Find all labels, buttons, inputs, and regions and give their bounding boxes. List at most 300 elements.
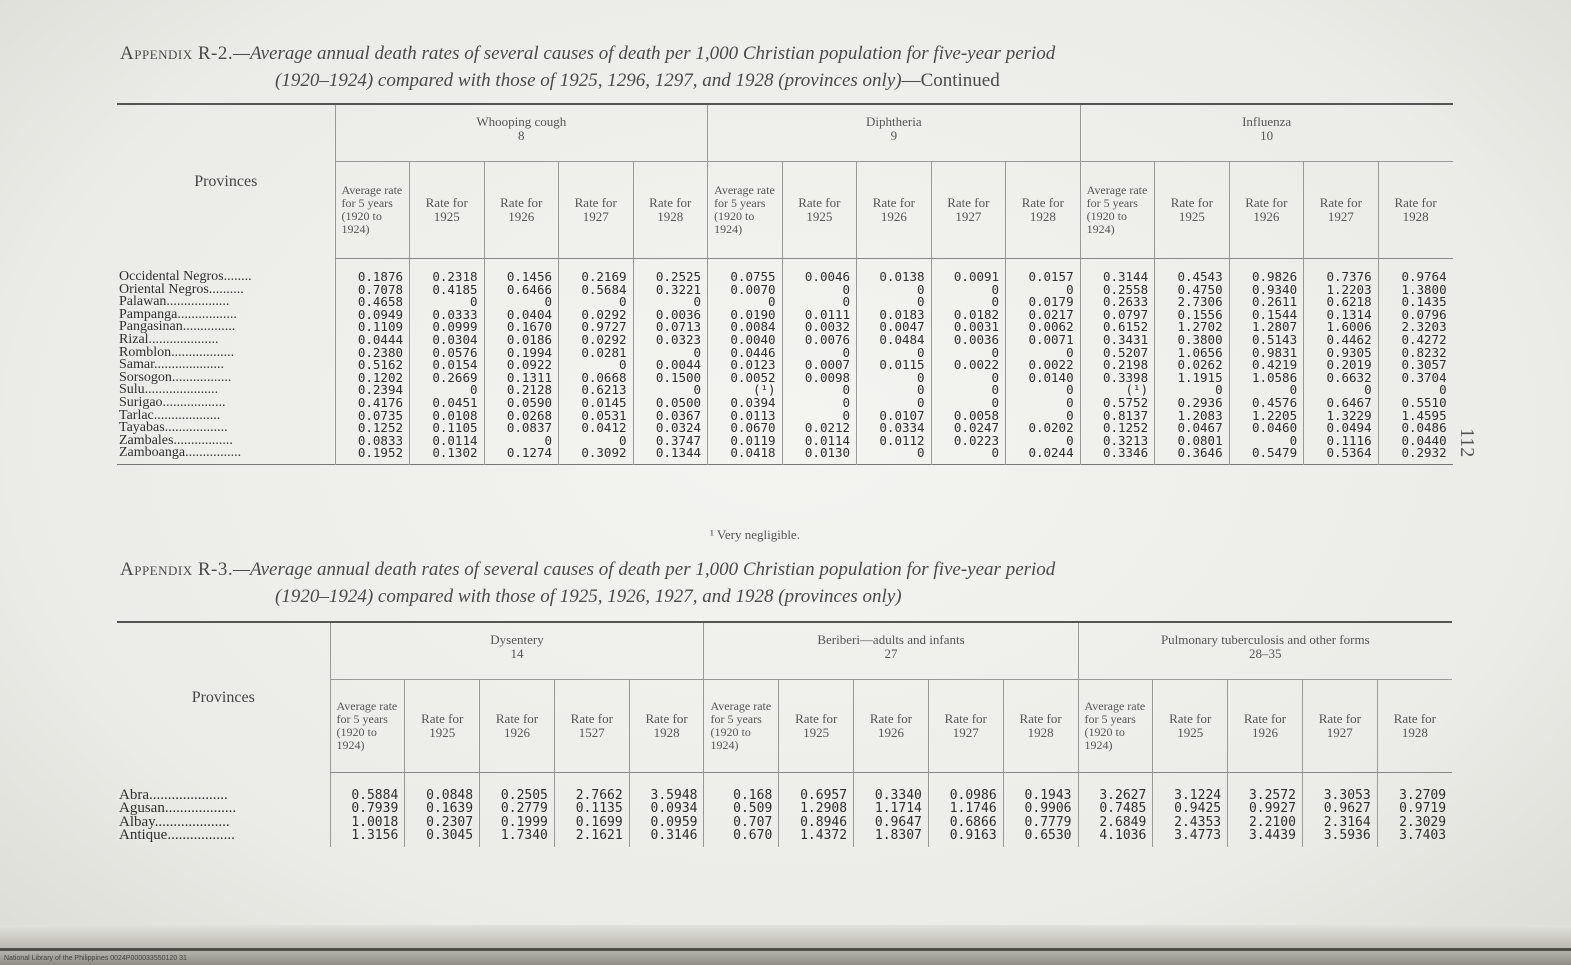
rate-cell: 0.0292: [559, 309, 634, 322]
rate-year-header: Rate for 1928: [629, 680, 704, 773]
rate-cell: 0.2525: [633, 259, 708, 284]
rate-year-header: Rate for 1925: [405, 680, 480, 773]
rate-cell: 0.5207: [1080, 347, 1155, 360]
rate-cell: 0.0182: [931, 309, 1006, 322]
rate-cell: 1.7340: [480, 829, 555, 846]
rate-cell: 0: [1006, 410, 1081, 423]
rate-cell: 3.7403: [1377, 829, 1452, 846]
rate-cell: 0.0145: [559, 397, 634, 410]
group-header-beriberi: Beriberi—adults and infants 27: [704, 622, 1078, 680]
province-name: Albay....................: [119, 813, 230, 830]
rate-cell: 0.2505: [480, 773, 555, 803]
rate-cell: 0.5510: [1378, 397, 1453, 410]
rate-cell: 0.8232: [1378, 347, 1453, 360]
book-spine-edge: [0, 948, 1571, 951]
rate-cell: 0: [410, 384, 485, 397]
rate-cell: 0.0418: [708, 447, 783, 464]
province-name: Tayabas..................: [119, 420, 228, 436]
rate-cell: 0.0112: [857, 435, 932, 448]
rate-year-header: Rate for 1925: [410, 162, 485, 259]
page-number: 112: [1456, 428, 1478, 458]
table-row: [117, 259, 1453, 284]
rate-cell: 0.0949: [335, 309, 410, 322]
rate-cell: 0.6632: [1304, 372, 1379, 385]
rate-cell: 0.5479: [1229, 447, 1304, 464]
rate-cell: 0.1311: [484, 372, 559, 385]
rate-cell: 0.4176: [335, 397, 410, 410]
rate-cell: 3.2627: [1078, 773, 1153, 803]
rate-cell: 0.7779: [1003, 816, 1078, 829]
rate-cell: 0.0833: [335, 435, 410, 448]
rate-cell: 0.1435: [1378, 296, 1453, 309]
province-name: Sulu.....................: [119, 382, 219, 398]
avg-rate-header: Average rate for 5 years (1920 to 1924): [1078, 680, 1153, 773]
rate-cell: 1.3229: [1304, 410, 1379, 423]
rate-cell: 2.3164: [1302, 816, 1377, 829]
rate-cell: 0.8137: [1080, 410, 1155, 423]
rate-cell: 3.1224: [1153, 773, 1228, 803]
rate-cell: 0.1116: [1304, 435, 1379, 448]
rate-cell: 0.0486: [1378, 422, 1453, 435]
table-row: [117, 802, 1452, 815]
rate-cell: 0: [708, 296, 783, 309]
avg-rate-header: Average rate for 5 years (1920 to 1924): [708, 162, 783, 259]
book-binding-shadow: [0, 925, 1571, 965]
rate-cell: 0.0460: [1229, 422, 1304, 435]
rate-cell: 0.0071: [1006, 334, 1081, 347]
rate-cell: 0: [1229, 384, 1304, 397]
rate-cell: 0.0576: [410, 347, 485, 360]
rate-cell: 0.1639: [405, 802, 480, 815]
rate-cell: 0.0217: [1006, 309, 1081, 322]
rate-cell: 0.1556: [1155, 309, 1230, 322]
rate-year-header: Rate for 1927: [928, 680, 1003, 773]
rate-cell: 0.0986: [928, 773, 1003, 803]
rate-cell: 0.6213: [559, 384, 634, 397]
rate-cell: 0.7485: [1078, 802, 1153, 815]
rate-cell: 0.1344: [633, 447, 708, 464]
group-header-diphtheria: Diphtheria 9: [708, 104, 1081, 162]
rate-cell: 0.1252: [1080, 422, 1155, 435]
rate-year-header: Rate for 1925: [779, 680, 854, 773]
rate-cell: 0.0032: [782, 321, 857, 334]
rate-cell: 0: [782, 397, 857, 410]
rate-cell: 1.8307: [854, 829, 929, 846]
rate-cell: 0.1109: [335, 321, 410, 334]
rate-cell: 0.2936: [1155, 397, 1230, 410]
rate-cell: 0: [1155, 384, 1230, 397]
rate-cell: 0.0183: [857, 309, 932, 322]
province-name: Occidental Negros........: [119, 268, 252, 284]
rate-cell: 0.9647: [854, 816, 929, 829]
rate-cell: 0.1202: [335, 372, 410, 385]
rate-cell: 0.9727: [559, 321, 634, 334]
rate-cell: 0.1274: [484, 447, 559, 464]
rate-cell: 0.3144: [1080, 259, 1155, 284]
rate-cell: 0: [857, 397, 932, 410]
rate-cell: 0.1500: [633, 372, 708, 385]
rate-cell: 0.3045: [405, 829, 480, 846]
rate-cell: 0.0091: [931, 259, 1006, 284]
rate-year-header: Rate for 1926: [857, 162, 932, 259]
rate-cell: 0.0324: [633, 422, 708, 435]
rate-cell: 0.2318: [410, 259, 485, 284]
rate-cell: 0: [931, 384, 1006, 397]
rate-cell: 1.3156: [330, 829, 405, 846]
rate-cell: 0: [1006, 284, 1081, 297]
rate-cell: 0.0138: [857, 259, 932, 284]
rate-cell: 0.4543: [1155, 259, 1230, 284]
rate-cell: 0.0157: [1006, 259, 1081, 284]
rate-cell: 0.4272: [1378, 334, 1453, 347]
rate-cell: 0.0047: [857, 321, 932, 334]
rate-year-header: Rate for 1927: [559, 162, 634, 259]
rate-cell: 0.0036: [931, 334, 1006, 347]
province-name: Antique..................: [119, 827, 235, 844]
scan-credit: National Library of the Philippines 0024P000033550120 31: [4, 955, 187, 962]
rate-cell: 0.0268: [484, 410, 559, 423]
rate-year-header: Rate for 1925: [782, 162, 857, 259]
rate-cell: 0.1302: [410, 447, 485, 464]
rate-year-header: Rate for 1927: [1302, 680, 1377, 773]
rate-cell: 0.0467: [1155, 422, 1230, 435]
rate-cell: 0.1135: [554, 802, 629, 815]
rate-year-header: Rate for 1925: [1155, 162, 1230, 259]
rate-cell: 3.4773: [1153, 829, 1228, 846]
rate-cell: 2.7306: [1155, 296, 1230, 309]
rate-cell: 0.4658: [335, 296, 410, 309]
rate-cell: 0.9305: [1304, 347, 1379, 360]
rate-cell: 0.4462: [1304, 334, 1379, 347]
rate-cell: 0.0062: [1006, 321, 1081, 334]
rate-cell: 0: [1006, 384, 1081, 397]
rate-cell: 0.2019: [1304, 359, 1379, 372]
rate-cell: 0.0848: [405, 773, 480, 803]
rate-cell: 0: [559, 435, 634, 448]
rate-cell: 0.0098: [782, 372, 857, 385]
rate-cell: 0.9163: [928, 829, 1003, 846]
rate-cell: 0.0223: [931, 435, 1006, 448]
rate-cell: 0.2611: [1229, 296, 1304, 309]
rate-cell: 0.3340: [854, 773, 929, 803]
rate-cell: 0.1876: [335, 259, 410, 284]
rate-cell: 0.0076: [782, 334, 857, 347]
rate-cell: 0.1994: [484, 347, 559, 360]
rate-cell: 3.2572: [1228, 773, 1303, 803]
province-name: Agusan...................: [119, 800, 237, 817]
rate-cell: 1.1915: [1155, 372, 1230, 385]
rate-cell: 0.0262: [1155, 359, 1230, 372]
avg-rate-header: Average rate for 5 years (1920 to 1924): [335, 162, 410, 259]
rate-cell: 1.4372: [779, 829, 854, 846]
rate-cell: 0.0186: [484, 334, 559, 347]
province-name: Surigao..................: [119, 394, 226, 410]
table-row: [117, 372, 1453, 385]
rate-cell: 1.0586: [1229, 372, 1304, 385]
rate-cell: 0.6957: [779, 773, 854, 803]
rate-cell: 0.1999: [480, 816, 555, 829]
rate-cell: 2.7662: [554, 773, 629, 803]
rate-cell: 0.0500: [633, 397, 708, 410]
province-name: Romblon..................: [119, 344, 235, 360]
rate-cell: 0.0484: [857, 334, 932, 347]
rate-cell: 0.3704: [1378, 372, 1453, 385]
rate-cell: 0.9627: [1302, 802, 1377, 815]
rate-cell: 0: [782, 296, 857, 309]
rate-cell: 0.0801: [1155, 435, 1230, 448]
rate-cell: 4.1036: [1078, 829, 1153, 846]
rate-cell: 0.3146: [629, 829, 704, 846]
rate-cell: 0.0281: [559, 347, 634, 360]
rate-cell: (¹): [708, 384, 783, 397]
group-header-tuberculosis: Pulmonary tuberculosis and other forms 28–35: [1078, 622, 1452, 680]
rate-year-header: Rate for 1928: [633, 162, 708, 259]
province-name: Pangasinan...............: [119, 319, 236, 335]
appendix-r2-lead: Appendix R-2.: [120, 43, 234, 64]
rate-cell: 0.0735: [335, 410, 410, 423]
rate-cell: 2.2100: [1228, 816, 1303, 829]
rate-cell: 0.1670: [484, 321, 559, 334]
rate-cell: 0.0022: [931, 359, 1006, 372]
rate-cell: 0.9764: [1378, 259, 1453, 284]
rate-cell: 0: [931, 372, 1006, 385]
rate-cell: 0.2932: [1378, 447, 1453, 464]
rate-cell: 0.4750: [1155, 284, 1230, 297]
rate-cell: 0.5752: [1080, 397, 1155, 410]
avg-rate-header: Average rate for 5 years (1920 to 1924): [330, 680, 405, 773]
rate-year-header: Rate for 1926: [854, 680, 929, 773]
rate-cell: 0.670: [704, 829, 779, 846]
rate-cell: 0.0154: [410, 359, 485, 372]
rate-cell: 0.0115: [857, 359, 932, 372]
rate-cell: 0.0323: [633, 334, 708, 347]
rate-cell: 0.0797: [1080, 309, 1155, 322]
rate-cell: 0: [484, 435, 559, 448]
rate-cell: 0.0022: [1006, 359, 1081, 372]
table-row: [117, 816, 1452, 829]
rate-cell: 0.0959: [629, 816, 704, 829]
rate-cell: 0.0130: [782, 447, 857, 464]
rate-cell: 0: [857, 447, 932, 464]
rate-cell: 0: [857, 384, 932, 397]
province-name: Oriental Negros..........: [119, 281, 244, 297]
rate-cell: 0.5684: [559, 284, 634, 297]
rate-cell: 1.0018: [330, 816, 405, 829]
rate-cell: 0.3221: [633, 284, 708, 297]
table-row: [117, 447, 1453, 464]
rate-cell: 0.0244: [1006, 447, 1081, 464]
table-row: [117, 422, 1453, 435]
rate-cell: 0.0114: [782, 435, 857, 448]
rate-cell: 0: [857, 347, 932, 360]
rate-cell: 0.7376: [1304, 259, 1379, 284]
rate-cell: 0.0934: [629, 802, 704, 815]
appendix-r2-continued: —Continued: [901, 70, 1000, 91]
rate-cell: 1.1714: [854, 802, 929, 815]
rate-cell: 0.1952: [335, 447, 410, 464]
rate-cell: 0.1943: [1003, 773, 1078, 803]
rate-cell: 0.0140: [1006, 372, 1081, 385]
table-row: [117, 773, 1452, 803]
rate-year-header: Rate for 1926: [484, 162, 559, 259]
rate-cell: 0.3398: [1080, 372, 1155, 385]
rate-cell: 0.9826: [1229, 259, 1304, 284]
rate-cell: 0.0922: [484, 359, 559, 372]
rate-year-header: Rate for 1926: [1229, 162, 1304, 259]
rate-cell: 0.1314: [1304, 309, 1379, 322]
rate-cell: 0: [559, 296, 634, 309]
rate-cell: 0.2198: [1080, 359, 1155, 372]
rate-cell: 0: [1378, 384, 1453, 397]
rate-cell: 0.0114: [410, 435, 485, 448]
rate-cell: 0.3213: [1080, 435, 1155, 448]
rate-cell: 0: [857, 296, 932, 309]
rate-cell: 0.0031: [931, 321, 1006, 334]
rate-cell: 0.5143: [1229, 334, 1304, 347]
rate-cell: 0.0713: [633, 321, 708, 334]
rate-cell: 0.0040: [708, 334, 783, 347]
rate-cell: 2.6849: [1078, 816, 1153, 829]
avg-rate-header: Average rate for 5 years (1920 to 1924): [704, 680, 779, 773]
rate-cell: 0.4219: [1229, 359, 1304, 372]
appendix-r2-caption: [120, 40, 1450, 94]
rate-cell: 1.2908: [779, 802, 854, 815]
rate-cell: 0.2779: [480, 802, 555, 815]
rate-cell: 0: [857, 284, 932, 297]
rate-cell: 0: [931, 296, 1006, 309]
rate-cell: 0.7939: [330, 802, 405, 815]
rate-cell: 2.3203: [1378, 321, 1453, 334]
rate-cell: 0.0046: [782, 259, 857, 284]
rate-cell: 0.0036: [633, 309, 708, 322]
appendix-r2-title-line1: —Average annual death rates of several causes of death per 1,000 Christian population for five-year period: [233, 43, 1056, 64]
rate-cell: 0.1699: [554, 816, 629, 829]
rate-cell: 0.509: [704, 802, 779, 815]
rate-cell: 0.4185: [410, 284, 485, 297]
rate-cell: 0.0446: [708, 347, 783, 360]
province-name: Pampanga.................: [119, 306, 237, 322]
rate-cell: 0: [484, 296, 559, 309]
rate-year-header: Rate for 1928: [1006, 162, 1081, 259]
rate-cell: 0.0111: [782, 309, 857, 322]
rate-cell: 0.3800: [1155, 334, 1230, 347]
rate-cell: 1.0656: [1155, 347, 1230, 360]
rate-cell: 2.1621: [554, 829, 629, 846]
rate-cell: 0.0412: [559, 422, 634, 435]
rate-cell: 0.0590: [484, 397, 559, 410]
rate-cell: 3.2709: [1377, 773, 1452, 803]
rate-cell: 3.4439: [1228, 829, 1303, 846]
group-header-whooping-cough: Whooping cough 8: [335, 104, 708, 162]
rate-cell: 0.6466: [484, 284, 559, 297]
rate-cell: 0.0044: [633, 359, 708, 372]
rate-cell: 1.4595: [1378, 410, 1453, 423]
rate-cell: 0.0108: [410, 410, 485, 423]
rate-cell: 0.2633: [1080, 296, 1155, 309]
rate-cell: 0.5162: [335, 359, 410, 372]
rate-cell: 0.0107: [857, 410, 932, 423]
rate-cell: 0: [931, 347, 1006, 360]
rate-cell: 0.0404: [484, 309, 559, 322]
rate-cell: 3.3053: [1302, 773, 1377, 803]
rate-cell: 0.6866: [928, 816, 1003, 829]
rate-cell: 0: [1006, 397, 1081, 410]
rate-cell: 0.9927: [1228, 802, 1303, 815]
rate-year-header: Rate for 1527: [554, 680, 629, 773]
rate-cell: 0.9719: [1377, 802, 1452, 815]
rate-cell: 0.0119: [708, 435, 783, 448]
rate-cell: 0.2558: [1080, 284, 1155, 297]
rate-cell: 0.6530: [1003, 829, 1078, 846]
appendix-r3-title-line1: —Average annual death rates of several causes of death per 1,000 Christian population for five-year period: [233, 559, 1056, 580]
rate-cell: 1.1746: [928, 802, 1003, 815]
rate-cell: 0.0190: [708, 309, 783, 322]
province-name: Samar....................: [119, 357, 224, 373]
rate-cell: 0.2307: [405, 816, 480, 829]
rate-cell: 0: [1006, 347, 1081, 360]
rate-cell: 0.0070: [708, 284, 783, 297]
rate-cell: 0.8946: [779, 816, 854, 829]
rate-cell: 0.3057: [1378, 359, 1453, 372]
rate-year-header: Rate for 1925: [1153, 680, 1228, 773]
rate-cell: 0.3092: [559, 447, 634, 464]
rate-cell: 0.6467: [1304, 397, 1379, 410]
rate-cell: 0.6218: [1304, 296, 1379, 309]
rate-cell: 0: [782, 384, 857, 397]
rate-cell: 0.0451: [410, 397, 485, 410]
appendix-r3-table: [117, 621, 1452, 847]
rate-cell: 0.0052: [708, 372, 783, 385]
rate-cell: 0.5364: [1304, 447, 1379, 464]
rate-cell: 0.7078: [335, 284, 410, 297]
rate-cell: 3.5936: [1302, 829, 1377, 846]
rate-cell: 0.3346: [1080, 447, 1155, 464]
footnote: ¹ Very negligible.: [710, 527, 800, 542]
province-name: Zamboanga................: [119, 445, 242, 461]
province-name: Palawan..................: [119, 294, 230, 310]
rate-cell: 0: [931, 284, 1006, 297]
rate-cell: 2.3029: [1377, 816, 1452, 829]
rate-cell: 0: [1006, 435, 1081, 448]
rate-year-header: Rate for 1928: [1378, 162, 1453, 259]
rate-cell: 0.9831: [1229, 347, 1304, 360]
rate-cell: 1.2203: [1304, 284, 1379, 297]
rate-cell: 0.3431: [1080, 334, 1155, 347]
rate-cell: 0.9425: [1153, 802, 1228, 815]
rate-cell: 0.0304: [410, 334, 485, 347]
rate-cell: 0: [782, 410, 857, 423]
province-name: Zambales.................: [119, 432, 233, 448]
rate-cell: 0: [857, 372, 932, 385]
rate-cell: 0.1544: [1229, 309, 1304, 322]
rate-cell: 0: [633, 347, 708, 360]
rate-cell: 0.0058: [931, 410, 1006, 423]
rate-cell: 0.2380: [335, 347, 410, 360]
rate-cell: 0: [931, 397, 1006, 410]
rate-cell: 0.3646: [1155, 447, 1230, 464]
province-name: Rizal....................: [119, 331, 219, 347]
rate-cell: 0.0837: [484, 422, 559, 435]
rate-year-header: Rate for 1927: [931, 162, 1006, 259]
rate-cell: 0.0179: [1006, 296, 1081, 309]
rate-cell: 0.0334: [857, 422, 932, 435]
rate-cell: 0.168: [704, 773, 779, 803]
rate-cell: 1.2205: [1229, 410, 1304, 423]
rate-cell: 0.0755: [708, 259, 783, 284]
rate-cell: 0.6152: [1080, 321, 1155, 334]
appendix-r3-title-line2: (1920–1924) compared with those of 1925, 1926, 1927, and 1928 (provinces only): [275, 586, 902, 607]
group-header-dysentery: Dysentery 14: [330, 622, 704, 680]
